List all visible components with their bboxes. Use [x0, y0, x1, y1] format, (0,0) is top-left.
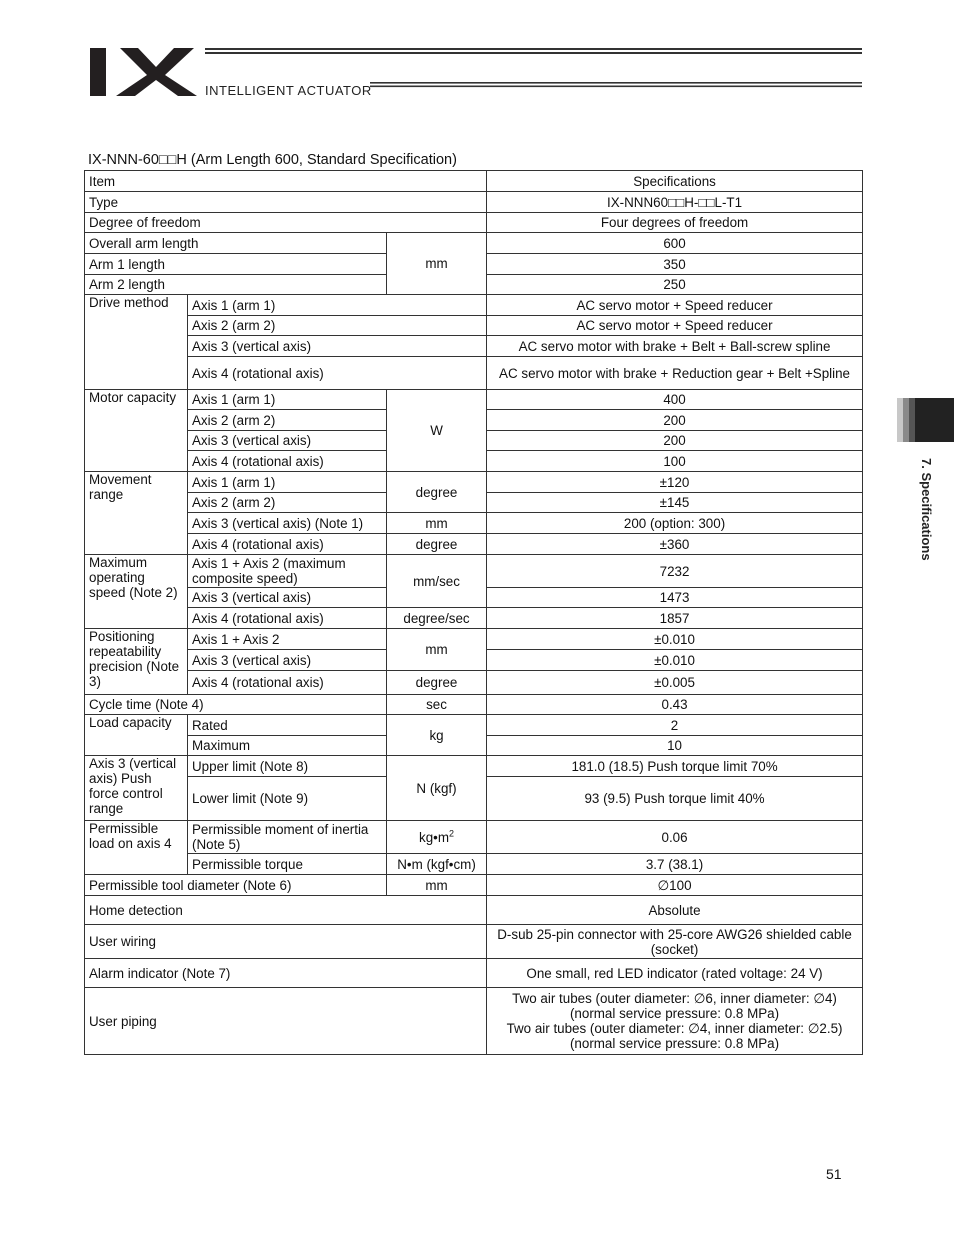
table-row: Positioning repeatability precision (Note 3) Axis 1 + Axis 2 mm ±0.010: [85, 629, 863, 650]
unit-cell: $kg•m^2$: [387, 821, 487, 854]
table-row: Axis 4 (rotational axis) degree ±0.005: [85, 671, 863, 695]
unit-cell: W: [387, 390, 487, 472]
unit-cell: mm: [387, 875, 487, 896]
header-logo: [88, 45, 863, 100]
table-row: User wiring D-sub 25-pin connector with 25-core AWG26 shielded cable (socket): [85, 925, 863, 959]
table-row: Permissible tool diameter (Note 6) mm ∅100: [85, 875, 863, 896]
table-row: Permissible torque N•m (kgf•cm) 3.7 (38.1): [85, 854, 863, 875]
table-row: Axis 3 (vertical axis) AC servo motor with brake + Belt + Ball-screw spline: [85, 336, 863, 357]
header-specifications: Specifications: [487, 171, 863, 192]
spec-table: [84, 170, 863, 1055]
table-row: Permissible load on axis 4 Permissible moment of inertia (Note 5) $kg•m^2$ 0.06: [85, 821, 863, 854]
unit-cell: N (kgf): [387, 756, 487, 821]
page-number: 51: [826, 1166, 842, 1182]
unit-cell: mm: [387, 233, 487, 295]
unit-cell: degree: [387, 472, 487, 513]
table-row: Overall arm length mm 600: [85, 233, 863, 254]
table-row: Axis 2 (arm 2) AC servo motor + Speed reducer: [85, 316, 863, 336]
unit-cell: degree: [387, 534, 487, 555]
table-row: Axis 4 (rotational axis) degree/sec 1857: [85, 608, 863, 629]
piping-line-2: Two air tubes (outer diameter: ∅4, inner diameter: ∅2.5) (normal service pressure: 0.8 MPa): [506, 1021, 843, 1051]
table-row: Axis 2 (arm 2) 200: [85, 410, 863, 431]
table-row: Alarm indicator (Note 7) One small, red LED indicator (rated voltage: 24 V): [85, 959, 863, 988]
table-row: Lower limit (Note 9) 93 (9.5) Push torque limit 40%: [85, 777, 863, 821]
table-row: Axis 3 (vertical axis) (Note 1) mm 200 (option: 300): [85, 513, 863, 534]
table-row: Axis 3 (vertical axis) 200: [85, 431, 863, 451]
table-row: Axis 3 (vertical axis) 1473: [85, 588, 863, 608]
table-row: Axis 2 (arm 2) ±145: [85, 493, 863, 513]
unit-cell: kg: [387, 715, 487, 756]
chapter-tab: [897, 398, 954, 442]
table-row: Type IX-NNN60□□H-□□L-T1: [85, 192, 863, 213]
table-row: Maximum operating speed (Note 2) Axis 1 + Axis 2 (maximum composite speed) mm/sec 7232: [85, 555, 863, 588]
header-item: Item: [85, 171, 487, 192]
table-row: Arm 2 length 250: [85, 275, 863, 295]
unit-cell: N•m (kgf•cm): [387, 854, 487, 875]
table-row: Axis 4 (rotational axis) AC servo motor with brake + Reduction gear + Belt +Spline: [85, 357, 863, 390]
unit-cell: mm: [387, 513, 487, 534]
unit-cell: mm/sec: [387, 555, 487, 608]
unit-cell: sec: [387, 695, 487, 715]
table-row: Maximum 10: [85, 736, 863, 756]
table-row: [85, 171, 863, 192]
unit-cell: mm: [387, 629, 487, 671]
table-row: Movement range Axis 1 (arm 1) degree ±120: [85, 472, 863, 493]
table-row: Axis 3 (vertical axis) Push force control range Upper limit (Note 8) N (kgf) 181.0 (18.5) Push torque limit 70%: [85, 756, 863, 777]
table-caption: IX-NNN-60□□H (Arm Length 600, Standard Specification): [88, 152, 457, 168]
piping-line-1: Two air tubes (outer diameter: ∅6, inner diameter: ∅4) (normal service pressure: 0.8 MPa): [512, 991, 837, 1021]
table-row: Home detection Absolute: [85, 896, 863, 925]
table-row: Axis 4 (rotational axis) degree ±360: [85, 534, 863, 555]
table-row: Axis 4 (rotational axis) 100: [85, 451, 863, 472]
logo-text: INTELLIGENT ACTUATOR: [205, 83, 372, 98]
table-row: Cycle time (Note 4) sec 0.43: [85, 695, 863, 715]
table-row: Load capacity Rated kg 2: [85, 715, 863, 736]
table-row: Degree of freedom Four degrees of freedom: [85, 213, 863, 233]
table-row: Arm 1 length 350: [85, 254, 863, 275]
table-row: User piping Two air tubes (outer diameter: ∅6, inner diameter: ∅4) (normal service pressure: 0.8 MPa) Two air tubes (outer diameter: ∅4, inner diameter: ∅2.5) (normal service pressure: 0.8 MPa): [85, 988, 863, 1055]
table-row: Drive method Axis 1 (arm 1) AC servo motor + Speed reducer: [85, 295, 863, 316]
table-row: Motor capacity Axis 1 (arm 1) W 400: [85, 390, 863, 410]
unit-cell: degree: [387, 671, 487, 695]
unit-cell: degree/sec: [387, 608, 487, 629]
chapter-label: 7. Specifications: [919, 458, 934, 561]
table-row: Axis 3 (vertical axis) ±0.010: [85, 650, 863, 671]
